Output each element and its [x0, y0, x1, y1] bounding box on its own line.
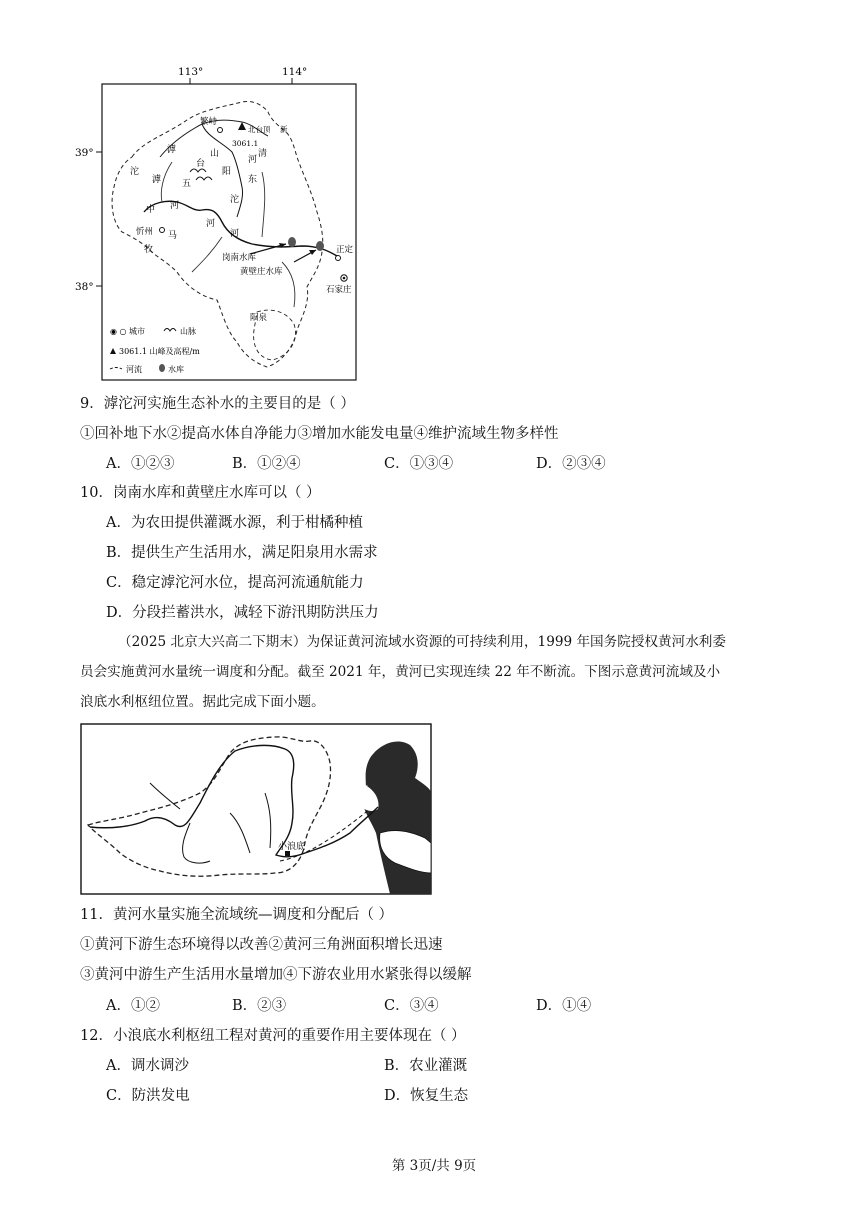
q9-statements: ①回补地下水②提高水体自净能力③增加水能发电量④维护流域生物多样性 — [80, 426, 559, 442]
passage-line-2: 员会实施黄河水量统一调度和分配。截至 2021 年，黄河已实现连续 22 年不断流。下图示意黄河流域及小 — [80, 664, 721, 680]
map-char: 台 — [196, 159, 206, 169]
q11-option-a[interactable]: A．①② — [106, 998, 160, 1014]
xiaolangdi-label: 小浪底 — [278, 842, 306, 852]
hutuo-river-map-svg — [72, 62, 362, 384]
q12-option-a[interactable]: A．调水调沙 — [106, 1058, 189, 1074]
map-char: 中 — [146, 205, 156, 215]
gangnan-reservoir-icon — [288, 237, 296, 247]
legend-reservoir: 水库 — [168, 365, 184, 374]
zhengding-label: 正定 — [336, 245, 354, 255]
map-char: 阳 — [222, 167, 232, 177]
q12-option-b[interactable]: B．农业灌溉 — [384, 1058, 468, 1074]
passage-line-1: （2025 北京大兴高二下期末）为保证黄河流域水资源的可持续利用，1999 年国务院授权黄河水利委 — [118, 634, 726, 650]
q11-statements-1: ①黄河下游生态环境得以改善②黄河三角洲面积增长迅速 — [80, 937, 443, 953]
legend-peak: 3061.1 山峰及高程/m — [119, 347, 200, 356]
lon-label-114: 114° — [282, 66, 308, 78]
q10-option-c[interactable]: C．稳定滹沱河水位，提高河流通航能力 — [106, 575, 364, 591]
xin-label: 新 — [280, 125, 288, 134]
q9-option-b[interactable]: B．①②④ — [232, 456, 301, 472]
peak-elevation: 3061.1 — [232, 139, 259, 148]
legend-city: ◉ ○ 城市 — [110, 327, 146, 336]
map-char: 清 — [258, 149, 268, 159]
q10-option-b[interactable]: B．提供生产生活用水，满足阳泉用水需求 — [106, 545, 378, 561]
legend-reservoir-icon — [159, 364, 165, 372]
map-char: 滹 — [152, 175, 162, 185]
q12-stem: 12．小浪底水利枢纽工程对黄河的重要作用主要体现在（ ） — [80, 1028, 466, 1044]
map-char: 东 — [248, 175, 258, 185]
q9-option-d[interactable]: D．②③④ — [536, 456, 606, 472]
map-char: 河 — [230, 229, 240, 239]
shijiazhuang-label: 石家庄 — [326, 285, 352, 295]
lat-label-38: 38° — [75, 281, 94, 293]
passage-line-3: 浪底水利枢纽位置。据此完成下面小题。 — [80, 694, 325, 710]
map-char: 沱 — [130, 167, 140, 177]
huangbizhuang-label: 黄壁庄水库 — [240, 267, 283, 277]
bohai-label: 渤海 — [350, 785, 369, 795]
huangbizhuang-reservoir-icon — [316, 241, 324, 251]
map-char: 五 — [182, 179, 192, 189]
yellow-river-map-svg — [80, 723, 432, 895]
q9-option-a[interactable]: A．①②③ — [106, 456, 175, 472]
legend-pass: 山脉 — [180, 327, 196, 336]
map-char: 滹 — [167, 145, 177, 155]
q9-stem: 9．滹沱河实施生态补水的主要目的是（ ） — [80, 396, 355, 412]
lon-label-113: 113° — [178, 66, 204, 78]
beitai-label: 北台顶 — [248, 125, 271, 134]
fanzhi-label: 繁峙 — [200, 117, 218, 127]
map-char: 牧 — [144, 245, 154, 255]
q11-statements-2: ③黄河中游生产生活用水量增加④下游农业用水紧张得以缓解 — [80, 967, 472, 983]
yangquan-label: 阳泉 — [250, 313, 268, 323]
q9-option-c[interactable]: C．①③④ — [384, 456, 454, 472]
map-char: 河 — [206, 219, 216, 229]
q11-stem: 11．黄河水量实施全流域统—调度和分配后（ ） — [80, 907, 394, 923]
q12-option-c[interactable]: C．防洪发电 — [106, 1088, 190, 1104]
gangnan-label: 岗南水库 — [222, 253, 257, 263]
lat-label-39: 39° — [75, 147, 94, 159]
map-char: 河 — [170, 201, 180, 211]
q10-stem: 10．岗南水库和黄壁庄水库可以（ ） — [80, 485, 321, 501]
q10-option-a[interactable]: A．为农田提供灌溉水源，利于柑橘种植 — [106, 515, 363, 531]
q11-option-c[interactable]: C．③④ — [384, 998, 439, 1014]
page-footer: 第 3页/共 9页 — [391, 1158, 477, 1174]
q10-option-d[interactable]: D．分段拦蓄洪水，减轻下游汛期防洪压力 — [106, 605, 379, 621]
legend-river: 河流 — [126, 365, 142, 374]
yellow-river-map — [80, 723, 432, 895]
map-char: 马 — [168, 231, 178, 241]
hutuo-river-map — [72, 62, 362, 384]
map-char: 山 — [210, 149, 220, 159]
map-char: 沱 — [230, 195, 240, 205]
q11-option-b[interactable]: B．②③ — [232, 998, 287, 1014]
xinzhou-label: 忻州 — [136, 227, 154, 237]
map-char: 河 — [248, 155, 258, 165]
q11-option-d[interactable]: D．①④ — [536, 998, 592, 1014]
q12-option-d[interactable]: D．恢复生态 — [384, 1088, 469, 1104]
